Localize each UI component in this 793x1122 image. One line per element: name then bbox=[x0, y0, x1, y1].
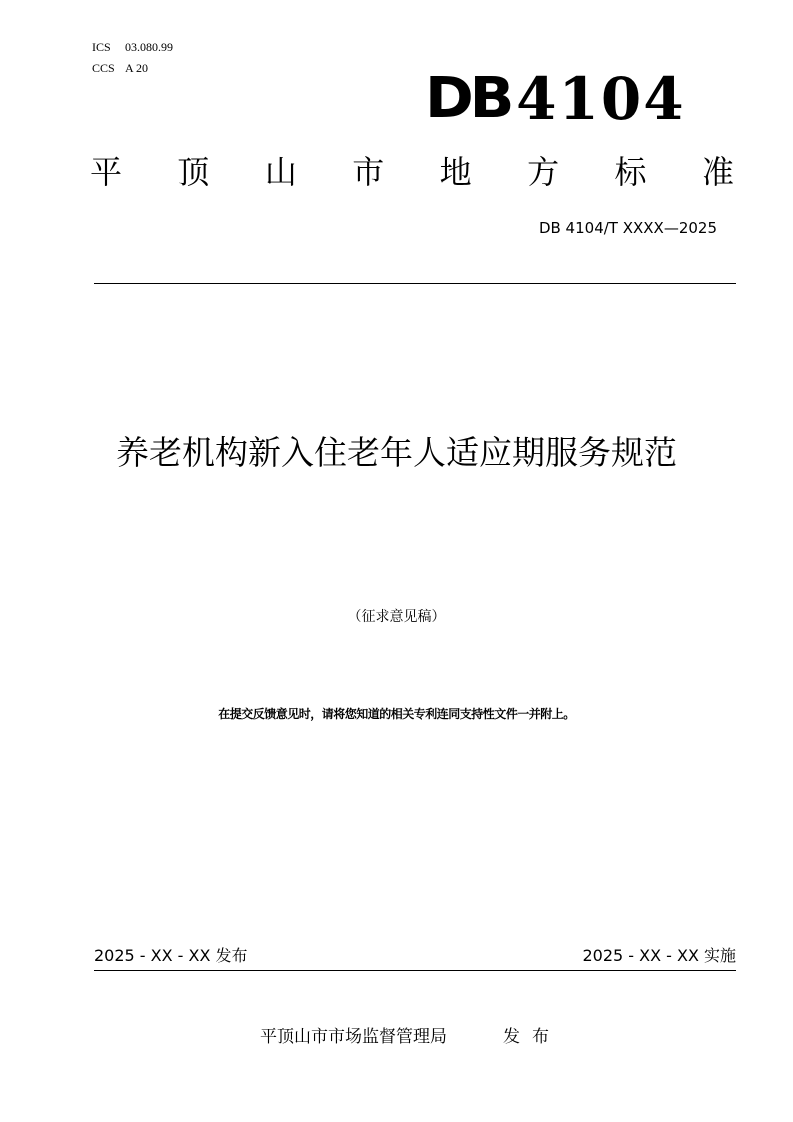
standard-title-char: 山 bbox=[264, 153, 297, 191]
ics-value: 03.080.99 bbox=[125, 40, 173, 54]
standard-type-title bbox=[86, 152, 738, 192]
ics-code bbox=[92, 40, 173, 54]
standard-title-char: 平 bbox=[89, 153, 122, 191]
db-logo-number: 4104 bbox=[516, 65, 686, 133]
issue-label: 发布 bbox=[503, 1027, 561, 1047]
standard-title-char: 方 bbox=[527, 153, 560, 191]
draft-status-note: （征求意见稿） bbox=[347, 609, 446, 625]
standard-title-char: 顶 bbox=[177, 153, 210, 191]
bottom-divider bbox=[94, 970, 736, 971]
issuing-authority: 平顶山市市场监督管理局 bbox=[260, 1027, 447, 1047]
patent-notice: 在提交反馈意见时，请将您知道的相关专利连同支持性文件一并附上。 bbox=[218, 707, 575, 721]
ccs-label: CCS bbox=[92, 61, 115, 75]
standard-title-char: 标 bbox=[614, 153, 647, 191]
standard-title-char: 准 bbox=[701, 153, 734, 191]
ics-label: ICS bbox=[92, 40, 111, 54]
document-title: 养老机构新入住老年人适应期服务规范 bbox=[116, 433, 677, 472]
standard-title-char: 市 bbox=[352, 153, 385, 191]
standard-number: DB 4104/T XXXX—2025 bbox=[538, 219, 717, 237]
db-logo bbox=[425, 65, 686, 133]
top-divider bbox=[94, 283, 736, 284]
implementation-date: 2025 - XX - XX 实施 bbox=[582, 946, 736, 965]
ccs-value: A 20 bbox=[125, 61, 149, 75]
standard-title-char: 地 bbox=[439, 153, 472, 191]
ccs-code bbox=[92, 61, 148, 75]
release-date: 2025 - XX - XX 发布 bbox=[94, 946, 248, 965]
db-logo-letters: DB bbox=[425, 66, 511, 131]
